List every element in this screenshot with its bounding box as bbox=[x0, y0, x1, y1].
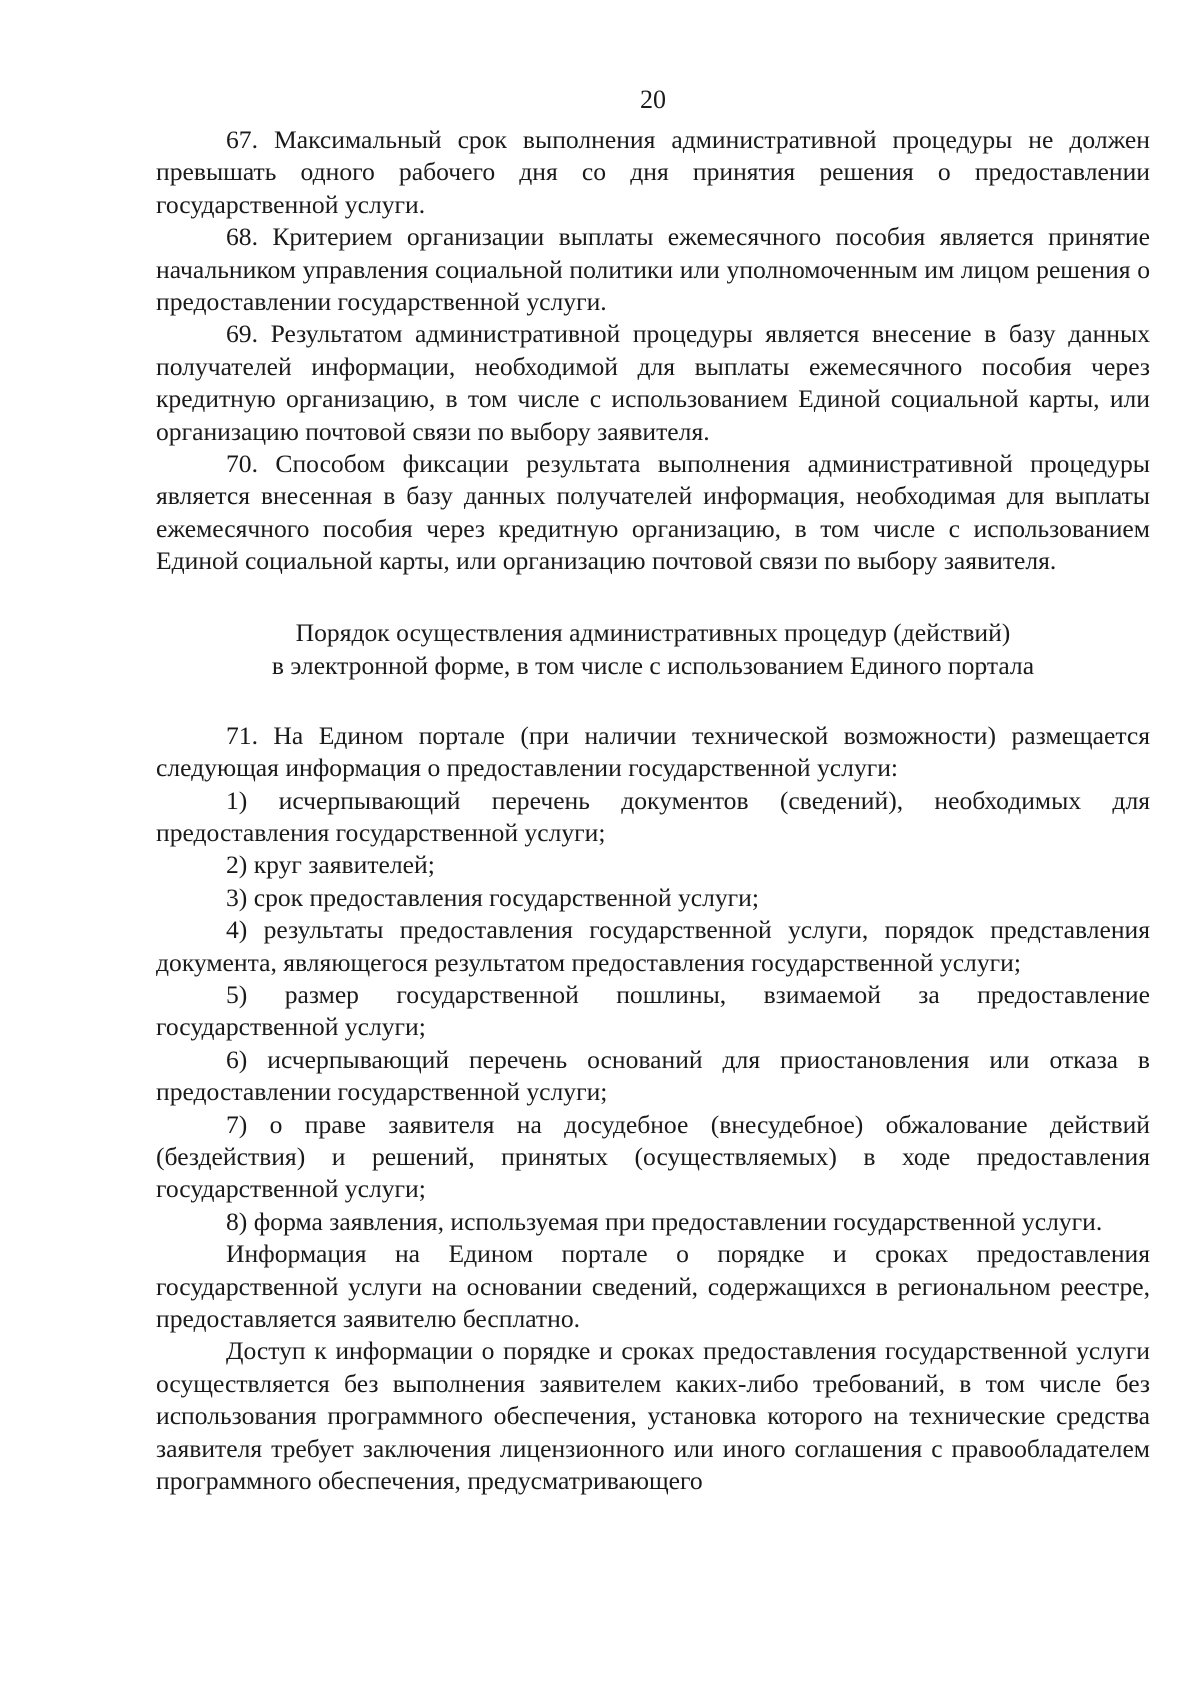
paragraphs-bottom bbox=[156, 720, 1150, 1498]
list-item-1: 1) исчерпывающий перечень документов (сведений), необходимых для предоставления государственной услуги; bbox=[156, 785, 1150, 847]
paragraph-67: 67. Максимальный срок выполнения административной процедуры не должен превышать одного рабочего дня со дня принятия решения о предоставлении государственной услуги. bbox=[156, 125, 1150, 219]
paragraph-71: 71. На Едином портале (при наличии технической возможности) размещается следующая информация о предоставлении государственной услуги: bbox=[156, 720, 1150, 783]
list-item-3: 3) срок предоставления государственной услуги; bbox=[226, 882, 759, 912]
list-item-6: 6) исчерпывающий перечень оснований для приостановления или отказа в предоставлении государственной услуги; bbox=[156, 1044, 1150, 1107]
list-item-7: 7) о праве заявителя на досудебное (внесудебное) обжалование действий (бездействия) и решений, принятых (осуществляемых) в ходе предоставления государственной услуги; bbox=[156, 1109, 1150, 1204]
section-heading bbox=[156, 616, 1150, 682]
list-item-2: 2) круг заявителей; bbox=[226, 850, 435, 880]
list-item-4: 4) результаты предоставления государственной услуги, порядок представления документа, являющегося результатом предоставления государственной услуги; bbox=[156, 915, 1150, 977]
list-item-5: 5) размер государственной пошлины, взимаемой за предоставление государственной услуги; bbox=[156, 979, 1150, 1042]
paragraphs-top bbox=[156, 124, 1150, 578]
section-heading-line-2: в электронной форме, в том числе с использованием Единого портала bbox=[271, 650, 1035, 680]
paragraph-69: 69. Результатом административной процедуры является внесение в базу данных получателей информации, необходимой для выплаты ежемесячного пособия через кредитную организацию, в том числе с использованием Единой социальной карты, или организацию почтовой связи по выбору заявителя. bbox=[156, 319, 1150, 446]
paragraph-info-free: Информация на Едином портале о порядке и сроках предоставления государственной услуги на основании сведений, содержащихся в региональном реестре, предоставляется заявителю бесплатно. bbox=[156, 1239, 1150, 1333]
paragraph-68: 68. Критерием организации выплаты ежемесячного пособия является принятие начальником управления социальной политики или уполномоченным им лицом решения о предоставлении государственной услуги. bbox=[156, 222, 1150, 317]
section-heading-line-1: Порядок осуществления административных процедур (действий) bbox=[295, 617, 1011, 647]
list-item-8: 8) форма заявления, используемая при предоставлении государственной услуги. bbox=[226, 1206, 1103, 1236]
paragraph-access: Доступ к информации о порядке и сроках предоставления государственной услуги осуществляется без выполнения заявителем каких-либо требований, в том числе без использования программного обеспечения, установка которого на технические средства заявителя требует заключения лицензионного или иного соглашения с правообладателем программного обеспечения, предусматривающего bbox=[156, 1336, 1150, 1496]
paragraph-70: 70. Способом фиксации результата выполнения административной процедуры является внесенная в базу данных получателей информация, необходимая для выплаты ежемесячного пособия через кредитную организацию, в том числе с использованием Единой социальной карты, или организацию почтовой связи по выбору заявителя. bbox=[156, 449, 1150, 576]
page-number: 20 bbox=[640, 85, 666, 114]
